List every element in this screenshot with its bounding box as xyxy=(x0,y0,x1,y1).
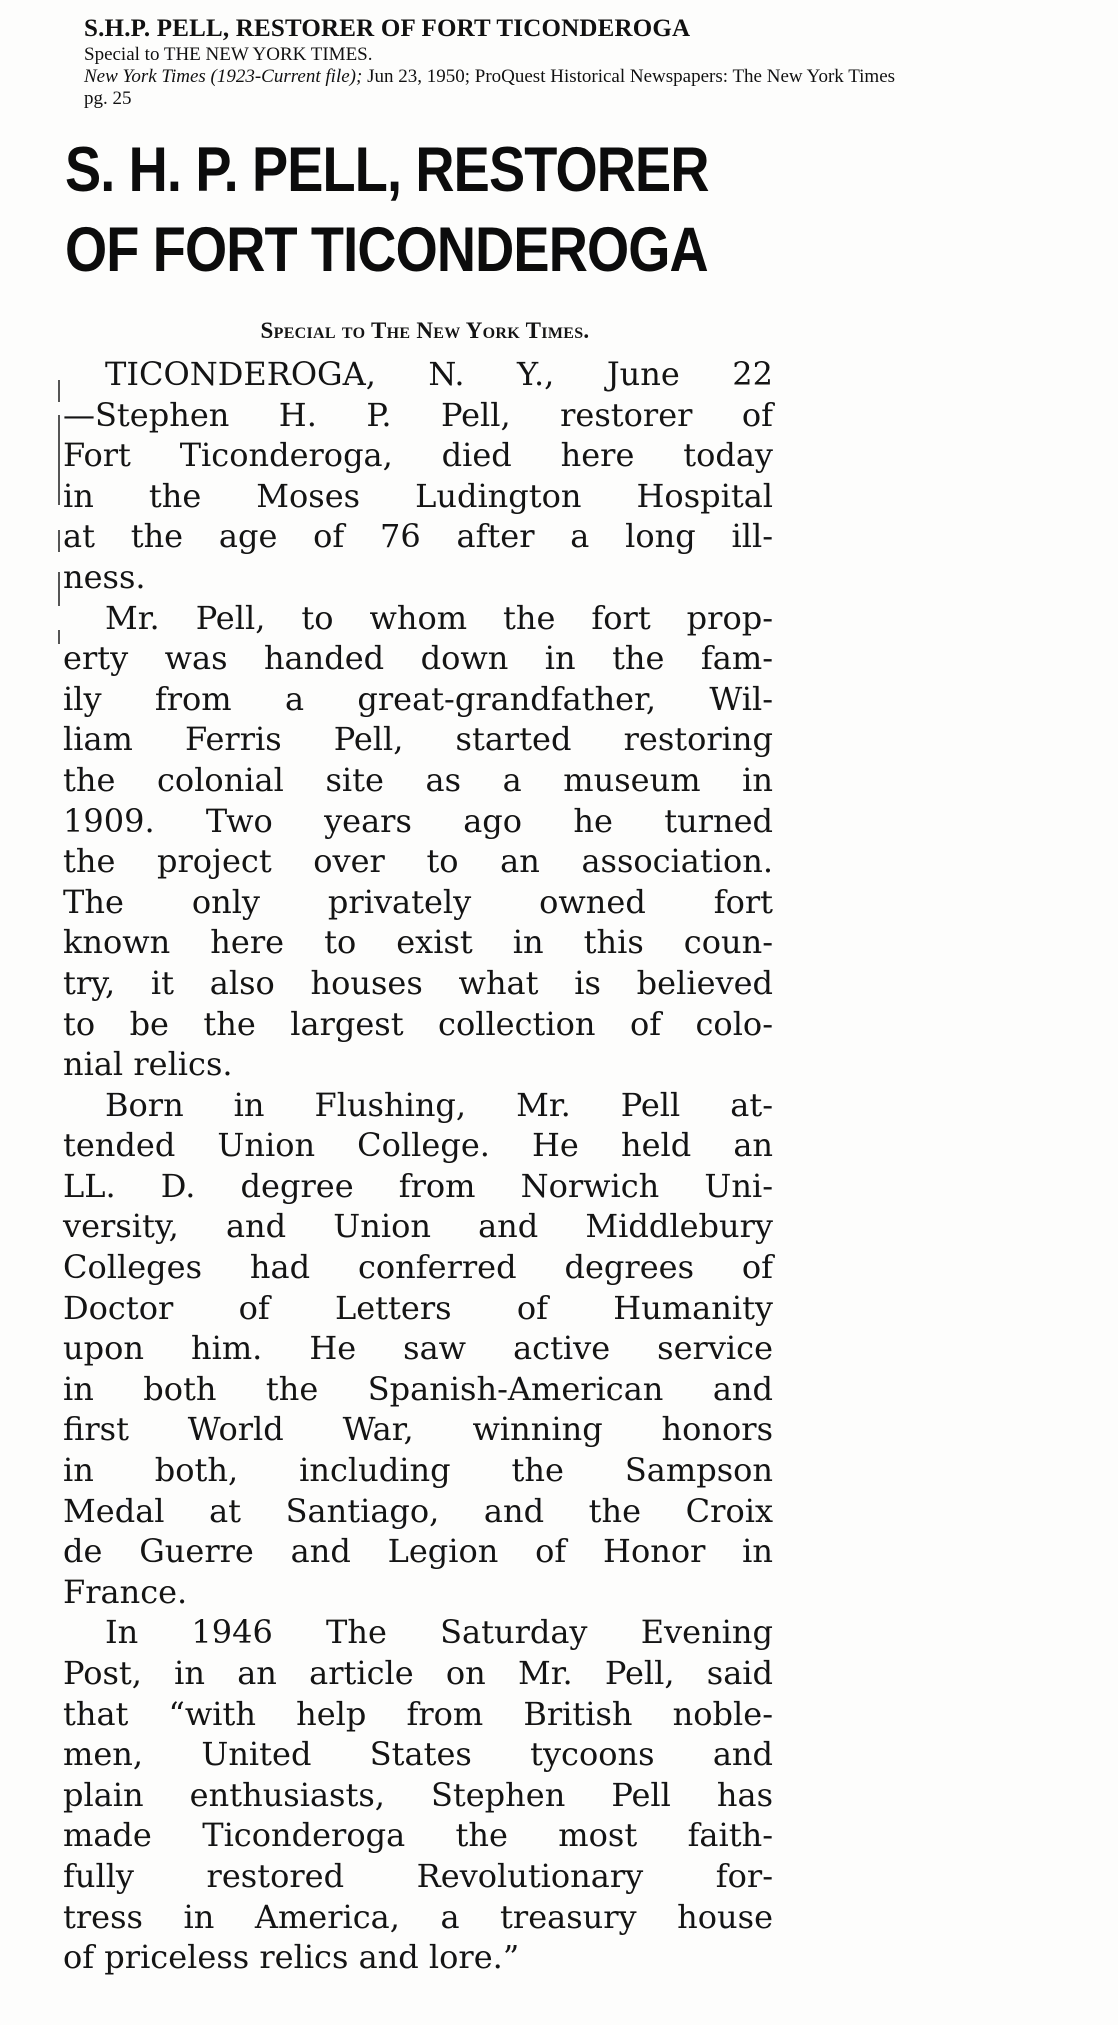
article-line: that “with help from British noble- xyxy=(63,1694,773,1733)
article-line: plain enthusiasts, Stephen Pell has xyxy=(63,1775,773,1814)
article-line: ily from a great-grandfather, Wil- xyxy=(63,679,773,718)
article-line: In 1946 The Saturday Evening xyxy=(105,1613,773,1652)
article-paragraph xyxy=(63,1612,773,1977)
article-paragraph xyxy=(63,1085,773,1613)
article-line: ness. xyxy=(63,557,146,596)
article-line: LL. D. degree from Norwich Uni- xyxy=(63,1166,773,1205)
article-line: in the Moses Ludington Hospital xyxy=(63,476,773,515)
margin-mark xyxy=(58,530,60,552)
article-line: in both the Spanish-American and xyxy=(63,1369,773,1408)
margin-mark xyxy=(58,630,60,644)
article-line: in both, including the Sampson xyxy=(63,1451,773,1490)
citation-publication: New York Times (1923-Current file); xyxy=(84,66,363,87)
citation-details: Jun 23, 1950; ProQuest Historical Newspapers: The New York Times xyxy=(362,66,896,87)
article-line: de Guerre and Legion of Honor in xyxy=(63,1532,773,1571)
article-line: Post, in an article on Mr. Pell, said xyxy=(63,1654,773,1692)
article-body xyxy=(63,354,773,1978)
article-line: the project over to an association. xyxy=(63,842,773,881)
article-line: of priceless relics and lore.” xyxy=(63,1938,520,1977)
article-line: Mr. Pell, to whom the fort prop- xyxy=(105,598,773,637)
article-line: fully restored Revolutionary for- xyxy=(63,1856,773,1895)
headline xyxy=(65,130,792,290)
article-line: tended Union College. He held an xyxy=(63,1126,773,1165)
article-line: Medal at Santiago, and the Croix xyxy=(63,1491,773,1530)
article-line: nial relics. xyxy=(63,1045,233,1084)
article-line: tress in America, a treasury house xyxy=(63,1897,773,1936)
article-line: first World War, winning honors xyxy=(63,1410,773,1449)
citation-page: pg. 25 xyxy=(84,88,132,109)
article-line: Colleges had conferred degrees of xyxy=(63,1248,773,1287)
margin-mark xyxy=(58,380,60,402)
article-line: France. xyxy=(63,1572,188,1611)
article-line: try, it also houses what is believed xyxy=(63,963,773,1002)
margin-mark xyxy=(58,415,60,505)
article-line: 1909. Two years ago he turned xyxy=(63,801,773,840)
article-line: the colonial site as a museum in xyxy=(63,760,773,799)
citation-source xyxy=(84,66,1094,88)
article-line: known here to exist in this coun- xyxy=(63,923,773,962)
article-paragraph xyxy=(63,354,773,598)
citation-title: S.H.P. PELL, RESTORER OF FORT TICONDEROGA xyxy=(84,15,691,42)
article-line: liam Ferris Pell, started restoring xyxy=(63,720,773,759)
article-line: upon him. He saw active service xyxy=(63,1329,773,1368)
headline-line: S. H. P. PELL, RESTORER xyxy=(65,135,709,205)
article-line: men, United States tycoons and xyxy=(63,1735,773,1774)
headline-line: OF FORT TICONDEROGA xyxy=(65,215,708,285)
special-credit: Special to The New York Times. xyxy=(260,318,590,343)
article-line: Fort Ticonderoga, died here today xyxy=(63,436,773,475)
newspaper-clipping xyxy=(55,130,775,1978)
margin-mark xyxy=(58,572,60,606)
article-line: to be the largest collection of colo- xyxy=(63,1004,773,1043)
article-line: Doctor of Letters of Humanity xyxy=(63,1288,773,1327)
citation-header xyxy=(84,14,1094,110)
citation-special: Special to THE NEW YORK TIMES. xyxy=(84,44,373,65)
article-line: TICONDEROGA, N. Y., June 22 xyxy=(105,355,773,393)
article-line: Born in Flushing, Mr. Pell at- xyxy=(105,1085,773,1124)
article-line: made Ticonderoga the most faith- xyxy=(63,1816,773,1855)
article-line: —Stephen H. P. Pell, restorer of xyxy=(63,395,773,434)
article-line: erty was handed down in the fam- xyxy=(63,639,773,678)
article-paragraph xyxy=(63,598,773,1085)
article-line: versity, and Union and Middlebury xyxy=(63,1207,773,1246)
article-line: The only privately owned fort xyxy=(63,882,773,921)
article-line: at the age of 76 after a long ill- xyxy=(63,517,773,556)
